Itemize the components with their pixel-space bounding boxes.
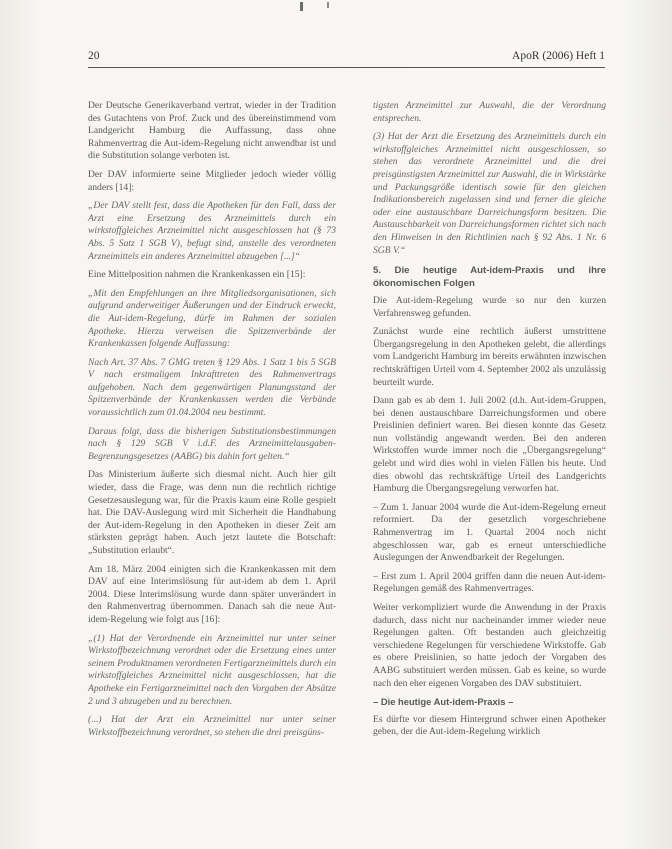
quotation-paragraph: Nach Art. 37 Abs. 7 GMG treten § 129 Abs. 1 Satz 1 bis 5 SGB V nach erstmaligem Inkrafttreten des Rahmenvertrags aufgehoben. Nach dem gegenwärtigen Planungsstand der Spitzenverbände der Krankenkassen werden die Verbände voraussichtlich zum 01.04.2004 neu bestimmt.	[88, 356, 336, 419]
quotation-paragraph: „(1) Hat der Verordnende ein Arzneimittel nur unter seiner Wirkstoffbezeichnung verordnet oder die Ersetzung eines unter seinem Produktnamen verordneten Fertigarzneimittels durch ein wirkstoffgleiches Arzneimittel nicht ausgeschlossen, hat die Apotheke ein Fertigarzneimittel nach den Vorgaben der Absätze 2 und 3 abzugeben und zu berechnen.	[88, 632, 336, 707]
section-heading: 5. Die heutige Aut-idem-Praxis und ihre ökonomischen Folgen	[373, 265, 606, 289]
scan-mark	[300, 2, 303, 11]
body-paragraph: – Erst zum 1. April 2004 griffen dann die neuen Aut-idem-Regelungen gemäß des Rahmenvertrages.	[373, 570, 606, 595]
body-paragraph: Dann gab es ab dem 1. Juli 2002 (d.h. Aut-idem-Gruppen, bei denen austauschbare Darreichungsformen und obere Preislinien definiert waren. Bei diesen konnte das Gesetz nun vollständig angewandt werden. Bei den anderen Wirkstoffen wurde immer noch die „Übergangsregelung“ gelebt und wird dies wohl in vielen Fällen bis heute. Und dies obwohl das rechtskräftige Urteil des Landgerichts Hamburg die Übergangsregelung verworfen hat.	[373, 395, 606, 495]
scan-mark	[327, 2, 329, 8]
body-paragraph: Zunächst wurde eine rechtlich äußerst umstrittene Übergangsregelung in den Apotheken gelebt, die allerdings vom Landgericht Hamburg im bereits erwähnten inzwischen rechtskräftigen Urteil vom 4. September 2002 als unzulässig beurteilt wurde.	[373, 326, 606, 388]
right-column	[373, 100, 606, 745]
quotation-paragraph: (...) Hat der Arzt ein Arzneimittel nur unter seiner Wirkstoffbezeichnung verordnet, so stehen die drei preisgüns-	[88, 714, 336, 738]
body-paragraph: Das Ministerium äußerte sich diesmal nicht. Auch hier gilt wieder, dass die Frage, was denn nun die rechtlich richtige Gesetzesauslegung war, für die Praxis kaum eine Rolle gespielt hat. Die DAV-Auslegung wird mit Sicherheit die Handhabung der Aut-idem-Regelung in den Apotheken in dieser Zeit am stärksten geprägt haben. Auch jetzt lautete die Botschaft: „Substitution erlaubt“.	[88, 469, 336, 556]
body-paragraph: Der Deutsche Generikaverband vertrat, wieder in der Tradition des Gutachtens von Prof. Zuck und des übereinstimmend vom Landgericht Hamburg die Auffassung, dass ohne Rahmenvertrag die Aut-idem-Regelung nicht anwendbar ist und die Substitution solange verboten ist.	[88, 100, 336, 162]
body-paragraph: Es dürfte vor diesem Hintergrund schwer einen Apotheker geben, der die Aut-idem-Regelung wirklich	[373, 713, 606, 738]
quotation-paragraph: Daraus folgt, dass die bisherigen Substitutionsbestimmungen nach § 129 SGB V i.d.F. des Arzneimittelausgaben-Begrenzungsgesetzes (AABG) bis dahin fort gelten.“	[88, 425, 336, 462]
body-paragraph: – Zum 1. Januar 2004 wurde die Aut-idem-Regelung erneut reformiert. Da der gesetzlich vorgeschriebene Rahmenvertrag im 1. Quartal 2004 noch nicht abgeschlossen war, gab es erneut unterschiedliche Auslegungen der Anwendbarkeit der Regelungen.	[373, 501, 606, 564]
body-paragraph: Die Aut-idem-Regelung wurde so nur den kurzen Verfahrensweg gefunden.	[373, 294, 606, 319]
body-paragraph: Eine Mittelposition nahmen die Krankenkassen ein [15]:	[88, 269, 306, 281]
body-paragraph: Der DAV informierte seine Mitglieder jedoch wieder völlig anders [14]:	[88, 168, 336, 193]
running-header	[88, 50, 605, 66]
journal-reference: ApoR (2006) Heft 1	[512, 50, 605, 62]
subheading: – Die heutige Aut-idem-Praxis –	[373, 696, 514, 708]
header-rule	[88, 67, 605, 68]
quotation-paragraph: „Mit den Empfehlungen an ihre Mitgliedsorganisationen, sich aufgrund anderweitiger Äußerungen und der Eindruck erweckt, die Aut-idem-Regelung, dürfe im Rahmen der sozialen Apotheke. Hierzu verweisen die Spitzenverbände der Krankenkassen folgende Auffassung:	[88, 287, 336, 350]
quotation-paragraph: (3) Hat der Arzt die Ersetzung des Arzneimittels durch ein wirkstoffgleiches Arzneimittel nicht ausgeschlossen, so stehen das verordnete Arzneimittel und die drei preisgünstigsten Arzneimittel zur Auswahl, die in Wirkstärke und Packungsgröße identisch sowie für den gleichen Indikationsbereich zugelassen sind und ferner die gleiche oder eine austauschbare Darreichungsform besitzen. Die Austauschbarkeit von Darreichungsformen richtet sich nach den Hinweisen in den Richtlinien nach § 92 Abs. 1 Nr. 6 SGB V.“	[373, 131, 606, 256]
page-number: 20	[88, 50, 100, 62]
quotation-paragraph: tigsten Arzneimittel zur Auswahl, die der Verordnung entsprechen.	[373, 100, 606, 124]
body-paragraph: Weiter verkompliziert wurde die Anwendung in der Praxis dadurch, dass nicht nur nacheinander immer wieder neue Regelungen galten. Oft bestanden auch gleichzeitig verschiedene Regelungen für verschiedene Wirkstoffe. Gab es obere Preislinien, so hatte jedoch der Vorgaben des AABG substituiert werden müssen. Gab es keine, so wurde nach den eher eigenen Vorgaben des DAV substituiert.	[373, 602, 606, 689]
quotation-paragraph: „Der DAV stellt fest, dass die Apotheken für den Fall, dass der Arzt eine Ersetzung des Arzneimittels durch ein wirkstoffgleiches Arzneimittel nicht ausgeschlossen hat (§ 73 Abs. 5 Satz 1 SGB V), befugt sind, anstelle des verordneten Arzneimittels ein anderes Arzneimittel abzugeben [...]“	[88, 200, 336, 262]
left-column	[88, 100, 336, 745]
body-paragraph: Am 18. März 2004 einigten sich die Krankenkassen mit dem DAV auf eine Interimslösung für aut-idem ab dem 1. April 2004. Diese Interimslösung wurde dann später unverändert in den Rahmenvertrag übernommen. Danach sah die neue Aut-idem-Regelung wie folgt aus [16]:	[88, 563, 336, 625]
